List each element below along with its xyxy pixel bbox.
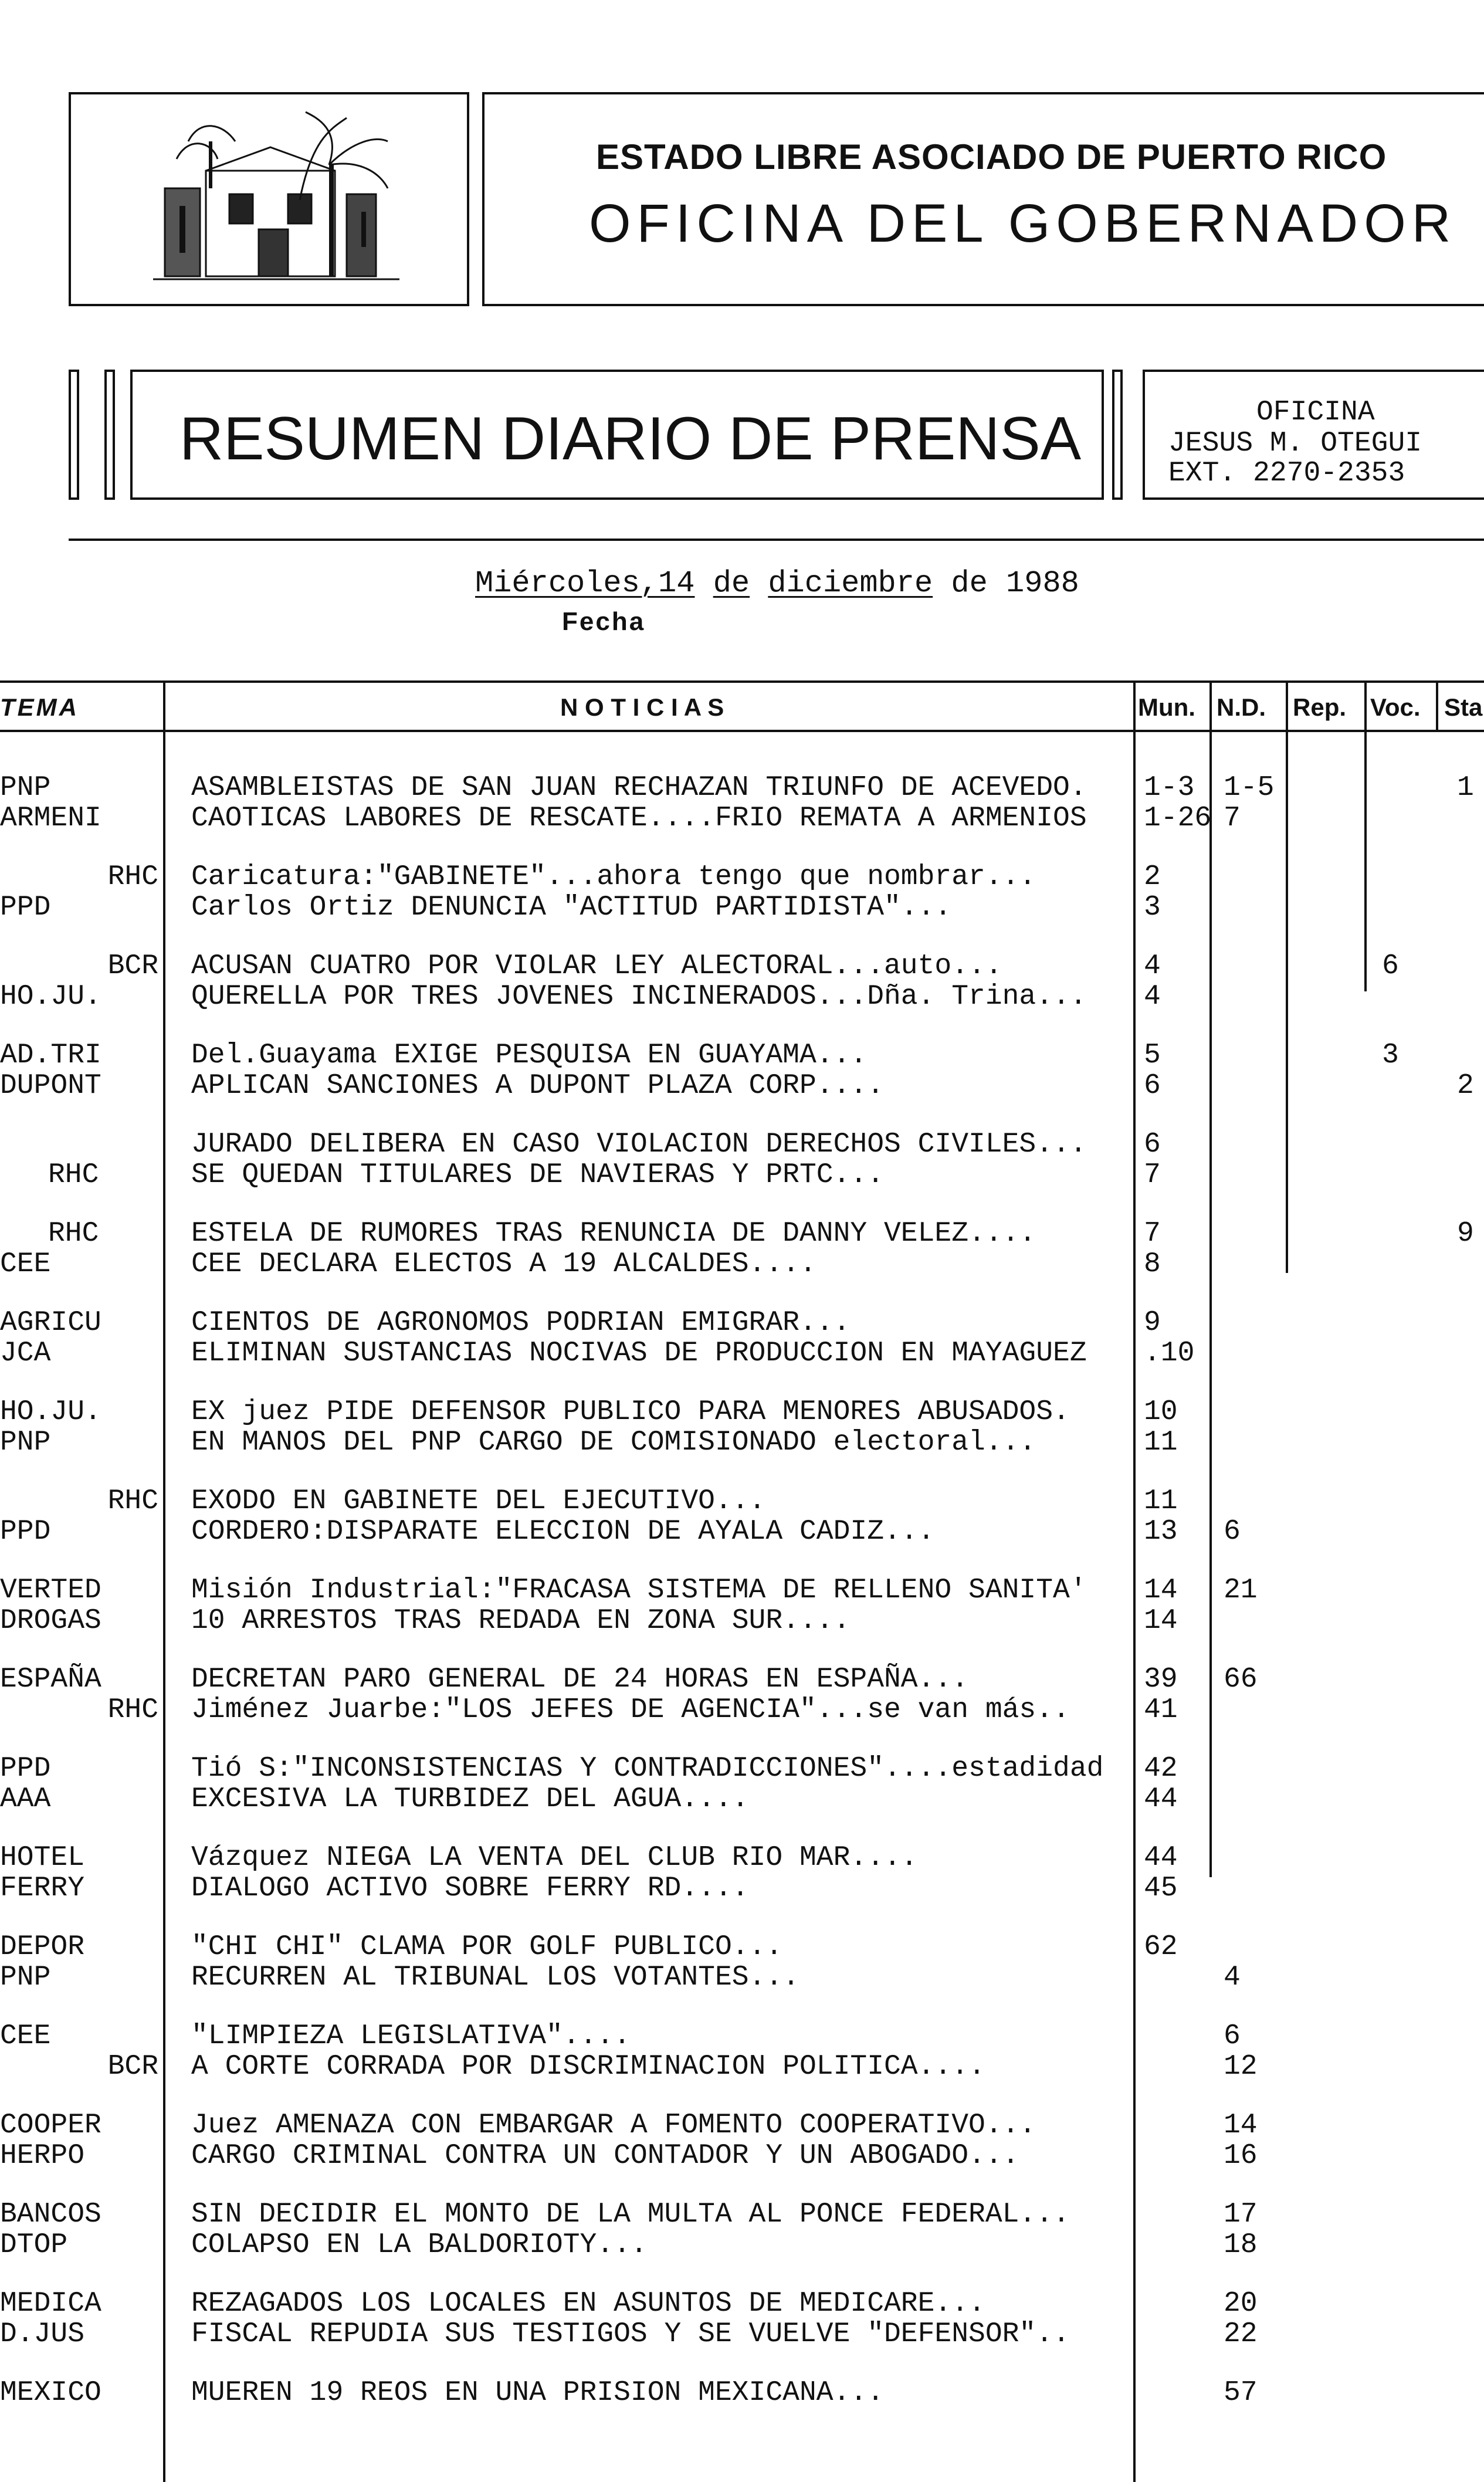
table-row-nd: 1-5 (1224, 772, 1275, 804)
table-row-tema: FERRY (0, 1872, 85, 1904)
table-row-nd: 57 (1224, 2377, 1258, 2409)
table-row-noticia: RECURREN AL TRIBUNAL LOS VOTANTES... (191, 1962, 799, 1993)
table-row-noticia: A CORTE CORRADA POR DISCRIMINACION POLITICA.... (191, 2051, 985, 2083)
date-day: Miércoles,14 (475, 566, 695, 601)
date-label: Fecha (562, 607, 646, 636)
table-row-nd: 6 (1224, 1516, 1241, 1548)
table-row-noticia: Caricatura:"GABINETE"...ahora tengo que nombrar... (191, 861, 1036, 893)
table-row-tema: HO.JU. (0, 981, 101, 1013)
column-header-tema: TEMA (0, 693, 79, 721)
table-row-mun: 7 (1144, 1218, 1161, 1250)
table-row-noticia: EN MANOS DEL PNP CARGO DE COMISIONADO electoral... (191, 1427, 1036, 1458)
table-row-tema: JCA (0, 1337, 51, 1369)
table-row-tema: RHC (107, 1694, 158, 1726)
table-row-nd: 66 (1224, 1664, 1258, 1695)
table-row-mun: 9 (1144, 1307, 1161, 1339)
report-title: RESUMEN DIARIO DE PRENSA (179, 405, 1082, 473)
table-row-noticia: "CHI CHI" CLAMA POR GOLF PUBLICO... (191, 1931, 783, 1963)
table-row-mun: 62 (1144, 1931, 1178, 1963)
table-row-noticia: ASAMBLEISTAS DE SAN JUAN RECHAZAN TRIUNFO DE ACEVEDO. (191, 772, 1087, 804)
table-row-noticia: APLICAN SANCIONES A DUPONT PLAZA CORP.... (191, 1070, 884, 1102)
column-header-noticias: N O T I C I A S (560, 693, 724, 721)
table-row-noticia: DIALOGO ACTIVO SOBRE FERRY RD.... (191, 1872, 749, 1904)
table-row-mun: 11 (1144, 1427, 1178, 1458)
table-row-mun: 8 (1144, 1248, 1161, 1280)
contact-office: OFICINA (1256, 397, 1375, 428)
table-row-mun: 1-26 (1144, 802, 1212, 834)
table-row-tema: D.JUS (0, 2318, 85, 2350)
table-row-tema: COOPER (0, 2109, 101, 2141)
table-row-nd: 7 (1224, 802, 1241, 834)
table-row-mun: 4 (1144, 981, 1161, 1013)
table-row-tema: DEPOR (0, 1931, 85, 1963)
table-row-tema: RHC (107, 1485, 158, 1517)
column-divider-sta (1436, 680, 1438, 732)
table-row-noticia: Juez AMENAZA CON EMBARGAR A FOMENTO COOPERATIVO... (191, 2109, 1036, 2141)
table-row-noticia: Carlos Ortiz DENUNCIA "ACTITUD PARTIDISTA"... (191, 892, 952, 923)
contact-box (1143, 370, 1484, 500)
decorative-bar-left-2 (104, 370, 115, 500)
table-row-mun: 1-3 (1144, 772, 1195, 804)
table-row-mun: 45 (1144, 1872, 1178, 1904)
table-row-tema: ARMENI (0, 802, 101, 834)
table-row-noticia: CORDERO:DISPARATE ELECCION DE AYALA CADIZ... (191, 1516, 935, 1548)
table-row-noticia: MUEREN 19 REOS EN UNA PRISION MEXICANA... (191, 2377, 884, 2409)
table-row-mun: 2 (1144, 861, 1161, 893)
table-row-tema: HERPO (0, 2140, 85, 2172)
table-row-noticia: CAOTICAS LABORES DE RESCATE....FRIO REMATA A ARMENIOS (191, 802, 1087, 834)
table-row-tema: MEDICA (0, 2288, 101, 2320)
table-row-sta: 1 (1457, 772, 1474, 804)
table-row-tema: PNP (0, 1427, 51, 1458)
table-row-tema: PNP (0, 1962, 51, 1993)
contact-name: JESUS M. OTEGUI (1168, 428, 1422, 459)
table-row-tema: PPD (0, 892, 51, 923)
table-row-mun: 6 (1144, 1070, 1161, 1102)
table-row-tema: RHC (48, 1218, 99, 1250)
column-header-voc: Voc. (1370, 693, 1421, 721)
table-row-sta: 2 (1457, 1070, 1474, 1102)
table-row-nd: 20 (1224, 2288, 1258, 2320)
table-row-tema: AGRICU (0, 1307, 101, 1339)
table-row-noticia: Jiménez Juarbe:"LOS JEFES DE AGENCIA"...se van más.. (191, 1694, 1070, 1726)
table-row-mun: 41 (1144, 1694, 1178, 1726)
table-row-mun: 14 (1144, 1605, 1178, 1637)
table-row-tema: RHC (107, 861, 158, 893)
table-row-noticia: REZAGADOS LOS LOCALES EN ASUNTOS DE MEDICARE... (191, 2288, 985, 2320)
table-row-tema: MEXICO (0, 2377, 101, 2409)
table-row-noticia: FISCAL REPUDIA SUS TESTIGOS Y SE VUELVE "DEFENSOR".. (191, 2318, 1070, 2350)
report-title-box (130, 370, 1104, 500)
table-row-noticia: JURADO DELIBERA EN CASO VIOLACION DERECHOS CIVILES... (191, 1129, 1087, 1160)
table-row-noticia: SIN DECIDIR EL MONTO DE LA MULTA AL PONCE FEDERAL... (191, 2199, 1070, 2230)
table-row-tema: PPD (0, 1753, 51, 1785)
table-row-noticia: ELIMINAN SUSTANCIAS NOCIVAS DE PRODUCCION EN MAYAGUEZ (191, 1337, 1087, 1369)
table-row-mun: 42 (1144, 1753, 1178, 1785)
column-header-nd: N.D. (1217, 693, 1266, 721)
table-row-tema: HO.JU. (0, 1396, 101, 1428)
table-row-nd: 6 (1224, 2020, 1241, 2052)
table-row-noticia: QUERELLA POR TRES JOVENES INCINERADOS...Dña. Trina... (191, 981, 1087, 1013)
table-row-nd: 18 (1224, 2229, 1258, 2261)
table-row-nd: 14 (1224, 2109, 1258, 2141)
table-row-nd: 12 (1224, 2051, 1258, 2083)
table-row-nd: 16 (1224, 2140, 1258, 2172)
table-row-noticia: CIENTOS DE AGRONOMOS PODRIAN EMIGRAR... (191, 1307, 851, 1339)
column-header-mun: Mun. (1138, 693, 1195, 721)
date-de-1: de (713, 566, 750, 601)
table-row-nd: 17 (1224, 2199, 1258, 2230)
table-row-noticia: ESTELA DE RUMORES TRAS RENUNCIA DE DANNY VELEZ.... (191, 1218, 1036, 1250)
table-row-tema: PPD (0, 1516, 51, 1548)
date-year: 1988 (1006, 566, 1079, 601)
table-row-noticia: SE QUEDAN TITULARES DE NAVIERAS Y PRTC... (191, 1159, 884, 1191)
fortaleza-palace-illustration (153, 106, 399, 294)
date-month: diciembre (768, 566, 933, 601)
decorative-bar-left-1 (69, 370, 79, 500)
column-divider-voc (1364, 680, 1367, 991)
contact-extension: EXT. 2270-2353 (1168, 458, 1405, 489)
table-row-mun: 10 (1144, 1396, 1178, 1428)
table-row-mun: 44 (1144, 1842, 1178, 1874)
table-row-noticia: "LIMPIEZA LEGISLATIVA".... (191, 2020, 631, 2052)
table-row-noticia: DECRETAN PARO GENERAL DE 24 HORAS EN ESPAÑA... (191, 1664, 969, 1695)
table-row-noticia: CARGO CRIMINAL CONTRA UN CONTADOR Y UN ABOGADO... (191, 2140, 1019, 2172)
table-row-tema: AAA (0, 1783, 51, 1815)
column-divider-nd (1209, 680, 1212, 1877)
report-date (475, 566, 1079, 601)
table-row-mun: 4 (1144, 950, 1161, 982)
column-divider-rep (1286, 680, 1288, 1273)
table-row-noticia: Del.Guayama EXIGE PESQUISA EN GUAYAMA... (191, 1039, 868, 1071)
column-divider-mun (1133, 680, 1136, 2482)
table-row-tema: DTOP (0, 2229, 68, 2261)
table-row-tema: AD.TRI (0, 1039, 101, 1071)
column-divider-tema (163, 680, 165, 2482)
table-row-noticia: EXODO EN GABINETE DEL EJECUTIVO... (191, 1485, 766, 1517)
column-header-sta: Sta (1444, 693, 1483, 721)
decorative-bar-right-1 (1112, 370, 1123, 500)
table-row-noticia: CEE DECLARA ELECTOS A 19 ALCALDES.... (191, 1248, 816, 1280)
table-row-tema: HOTEL (0, 1842, 85, 1874)
table-row-tema: DUPONT (0, 1070, 101, 1102)
table-row-mun: 44 (1144, 1783, 1178, 1815)
table-header (0, 680, 1484, 732)
table-row-mun: 39 (1144, 1664, 1178, 1695)
column-header-rep: Rep. (1293, 693, 1347, 721)
table-row-tema: BCR (107, 2051, 158, 2083)
table-row-mun: .10 (1144, 1337, 1195, 1369)
table-row-voc: 3 (1382, 1039, 1399, 1071)
table-row-mun: 13 (1144, 1516, 1178, 1548)
table-row-noticia: EX juez PIDE DEFENSOR PUBLICO PARA MENORES ABUSADOS. (191, 1396, 1070, 1428)
table-row-voc: 6 (1382, 950, 1399, 982)
table-row-noticia: EXCESIVA LA TURBIDEZ DEL AGUA.... (191, 1783, 749, 1815)
table-row-mun: 7 (1144, 1159, 1161, 1191)
office-name: OFICINA DEL GOBERNADOR (589, 194, 1457, 253)
table-row-tema: BANCOS (0, 2199, 101, 2230)
table-row-noticia: Vázquez NIEGA LA VENTA DEL CLUB RIO MAR.... (191, 1842, 918, 1874)
table-row-tema: DROGAS (0, 1605, 101, 1637)
table-row-noticia: Misión Industrial:"FRACASA SISTEMA DE RELLENO SANITA' (191, 1574, 1087, 1606)
table-row-tema: CEE (0, 2020, 51, 2052)
table-row-tema: VERTED (0, 1574, 101, 1606)
table-row-tema: PNP (0, 772, 51, 804)
table-row-mun: 5 (1144, 1039, 1161, 1071)
table-row-noticia: Tió S:"INCONSISTENCIAS Y CONTRADICCIONES"....estadidad (191, 1753, 1104, 1785)
table-row-noticia: 10 ARRESTOS TRAS REDADA EN ZONA SUR.... (191, 1605, 851, 1637)
date-de-2: de (951, 566, 988, 601)
table-row-noticia: COLAPSO EN LA BALDORIOTY... (191, 2229, 648, 2261)
table-row-tema: ESPAÑA (0, 1664, 101, 1695)
table-row-nd: 4 (1224, 1962, 1241, 1993)
table-row-nd: 21 (1224, 1574, 1258, 1606)
table-row-mun: 3 (1144, 892, 1161, 923)
table-row-mun: 11 (1144, 1485, 1178, 1517)
table-row-nd: 22 (1224, 2318, 1258, 2350)
government-name: ESTADO LIBRE ASOCIADO DE PUERTO RICO (596, 137, 1387, 177)
header-divider (69, 539, 1484, 541)
table-row-tema: BCR (107, 950, 158, 982)
table-row-noticia: ACUSAN CUATRO POR VIOLAR LEY ALECTORAL...auto... (191, 950, 1002, 982)
governor-seal-box (69, 92, 469, 306)
table-row-tema: RHC (48, 1159, 99, 1191)
table-row-mun: 6 (1144, 1129, 1161, 1160)
table-row-mun: 14 (1144, 1574, 1178, 1606)
table-row-tema: CEE (0, 1248, 51, 1280)
office-title-box (482, 92, 1484, 306)
table-row-sta: 9 (1457, 1218, 1474, 1250)
